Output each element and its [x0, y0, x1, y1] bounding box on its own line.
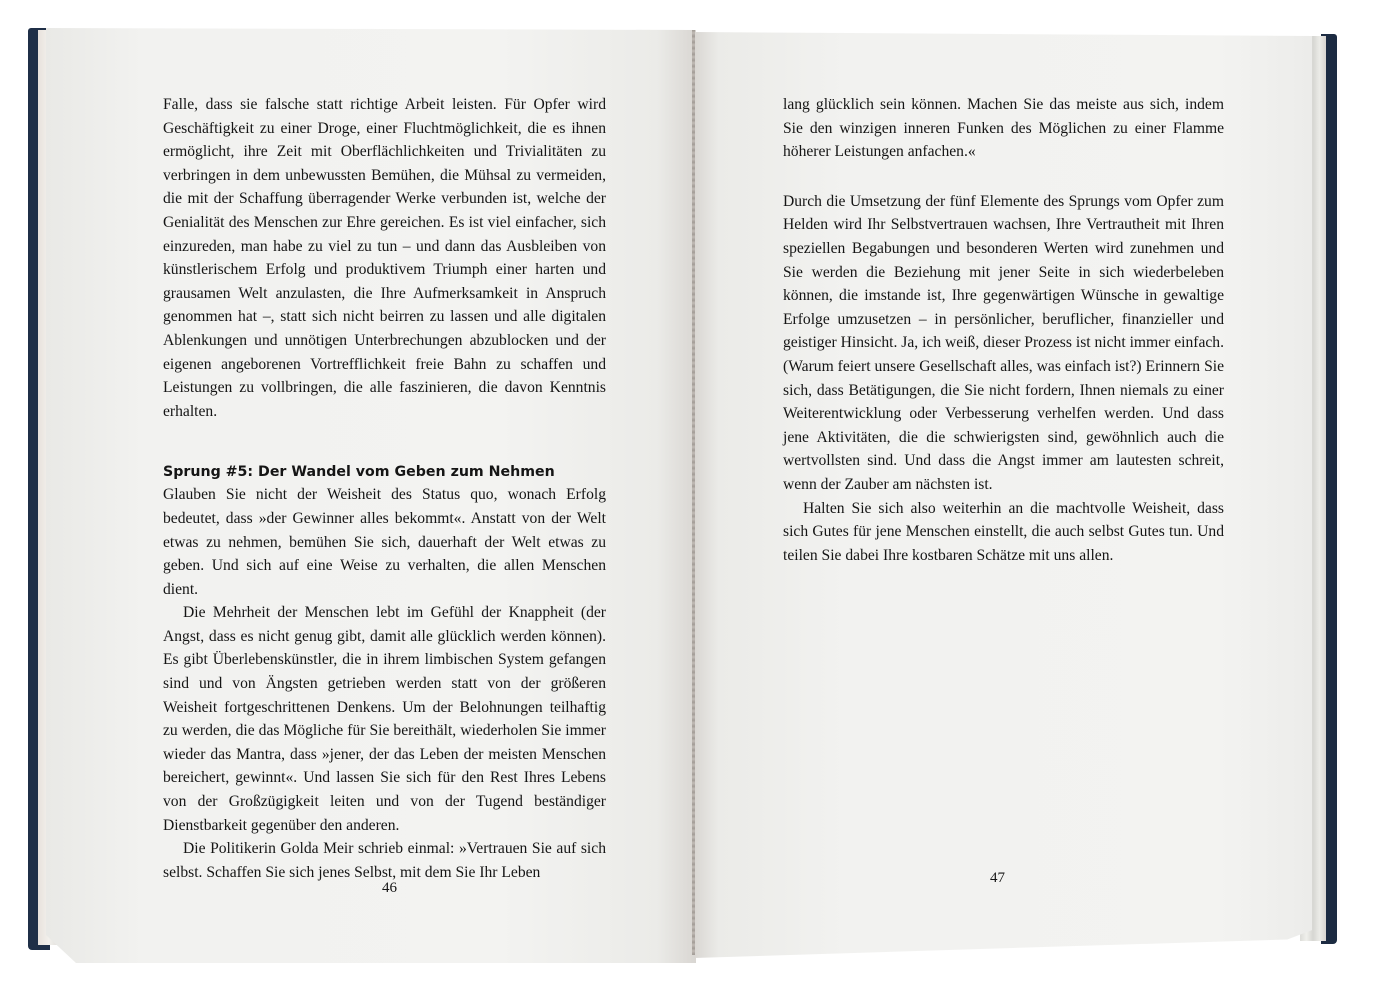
right-paragraph-1: lang glücklich sein können. Machen Sie das meiste aus sich, indem Sie den winzigen inneren Funken des Möglichen zu einer Flamme höherer Leistungen anfachen.« [783, 96, 1224, 161]
left-paragraph-3: Die Mehrheit der Menschen lebt im Gefühl der Knappheit (der Angst, dass es nicht genug gibt, damit alle glücklich werden können). Es gibt Überlebenskünstler, die in ihrem limbischen System gefangen sind und von Ängsten getrieben werden statt von der größeren Weisheit fortgeschrittenen Denkens. Um der Belohnungen teilhaftig zu werden, die das Mögliche für Sie bereithält, wiederholen Sie immer wieder das Mantra, dass »jener, der das Leben der meisten Menschen bereichert, gewinnt«. Und lassen Sie sich für den Rest Ihres Lebens von der Großzügigkeit leiten und von der Tugend beständiger Dienstbarkeit gegenüber den anderen. [163, 604, 606, 834]
right-paragraph-3: Halten Sie sich also weiterhin an die machtvolle Weisheit, dass sich Gutes für jene Menschen einstellt, die auch selbst Gutes tun. Und teilen Sie dabei Ihre kostbaren Schätze mit uns allen. [783, 499, 1224, 564]
page-number-right: 47 [990, 870, 1005, 886]
spacer [163, 423, 606, 461]
left-page-text [163, 93, 606, 884]
spacer [783, 164, 1224, 190]
section-heading: Sprung #5: Der Wandel vom Geben zum Nehmen [163, 464, 555, 481]
page-number-left: 46 [382, 880, 397, 896]
right-page-text [783, 93, 1224, 567]
right-paragraph-2: Durch die Umsetzung der fünf Elemente des Sprungs vom Opfer zum Helden wird Ihr Selbstvertrauen wachsen, Ihre Vertrautheit mit Ihren speziellen Begabungen und besonderen Werten wird zunehmen und Sie werden die Beziehung mit jener Seite in sich wiederbeleben können, die imstande ist, Ihre gegenwärtigen Wünsche in gewaltige Erfolge umzusetzen – in persönlicher, beruflicher, finanzieller und geistiger Hinsicht. Ja, ich weiß, dieser Prozess ist nicht immer einfach. (Warum feiert unsere Gesellschaft alles, was einfach ist?) Erinnern Sie sich, dass Betätigungen, die Sie nicht fordern, Ihnen niemals zu einer Weiterentwicklung oder Verbesserung verhelfen werden. Und dass jene Aktivitäten, die die schwierigsten sind, gewöhnlich auch die wertvollsten sind. Und dass die Angst immer am lautesten schreit, wenn der Zauber am nächsten ist. [783, 192, 1224, 493]
book-gutter [692, 30, 695, 955]
left-paragraph-1: Falle, dass sie falsche statt richtige Arbeit leisten. Für Opfer wird Geschäftigkeit zu einer Droge, einer Fluchtmöglichkeit, die es ihnen ermöglicht, ihre Zeit mit Oberflächlichkeiten und Trivialitäten zu verbringen in dem unbewussten Bemühen, die Mühsal zu vermeiden, die mit der Schaffung überragender Werke verbunden ist, welche der Genialität des Menschen zur Ehre gereichen. Es ist viel einfacher, sich einzureden, man habe zu viel zu tun – und dann das Ausbleiben von künstlerischem Erfolg und produktivem Triumph einer harten und grausamen Welt anzulasten, die Ihre Aufmerksamkeit in Anspruch genommen hat –, statt sich nicht beirren zu lassen und alle digitalen Ablenkungen und unnötigen Unterbrechungen abzublocken und der eigenen angeborenen Vortrefflichkeit freie Bahn zu schaffen und Leistungen zu vollbringen, die alle faszinieren, die davon Kenntnis erhalten. [163, 96, 606, 420]
left-paragraph-4: Die Politikerin Golda Meir schrieb einmal: »Vertrauen Sie auf sich selbst. Schaffen Sie sich jenes Selbst, mit dem Sie Ihr Leben [163, 840, 606, 881]
left-paragraph-2: Glauben Sie nicht der Weisheit des Status quo, wonach Erfolg bedeutet, dass »der Gewinner alles bekommt«. Anstatt von der Welt etwas zu nehmen, bemühen Sie sich, dauerhaft der Welt etwas zu geben. Und sich auf eine Weise zu verhalten, die allen Menschen dient. [163, 486, 606, 598]
